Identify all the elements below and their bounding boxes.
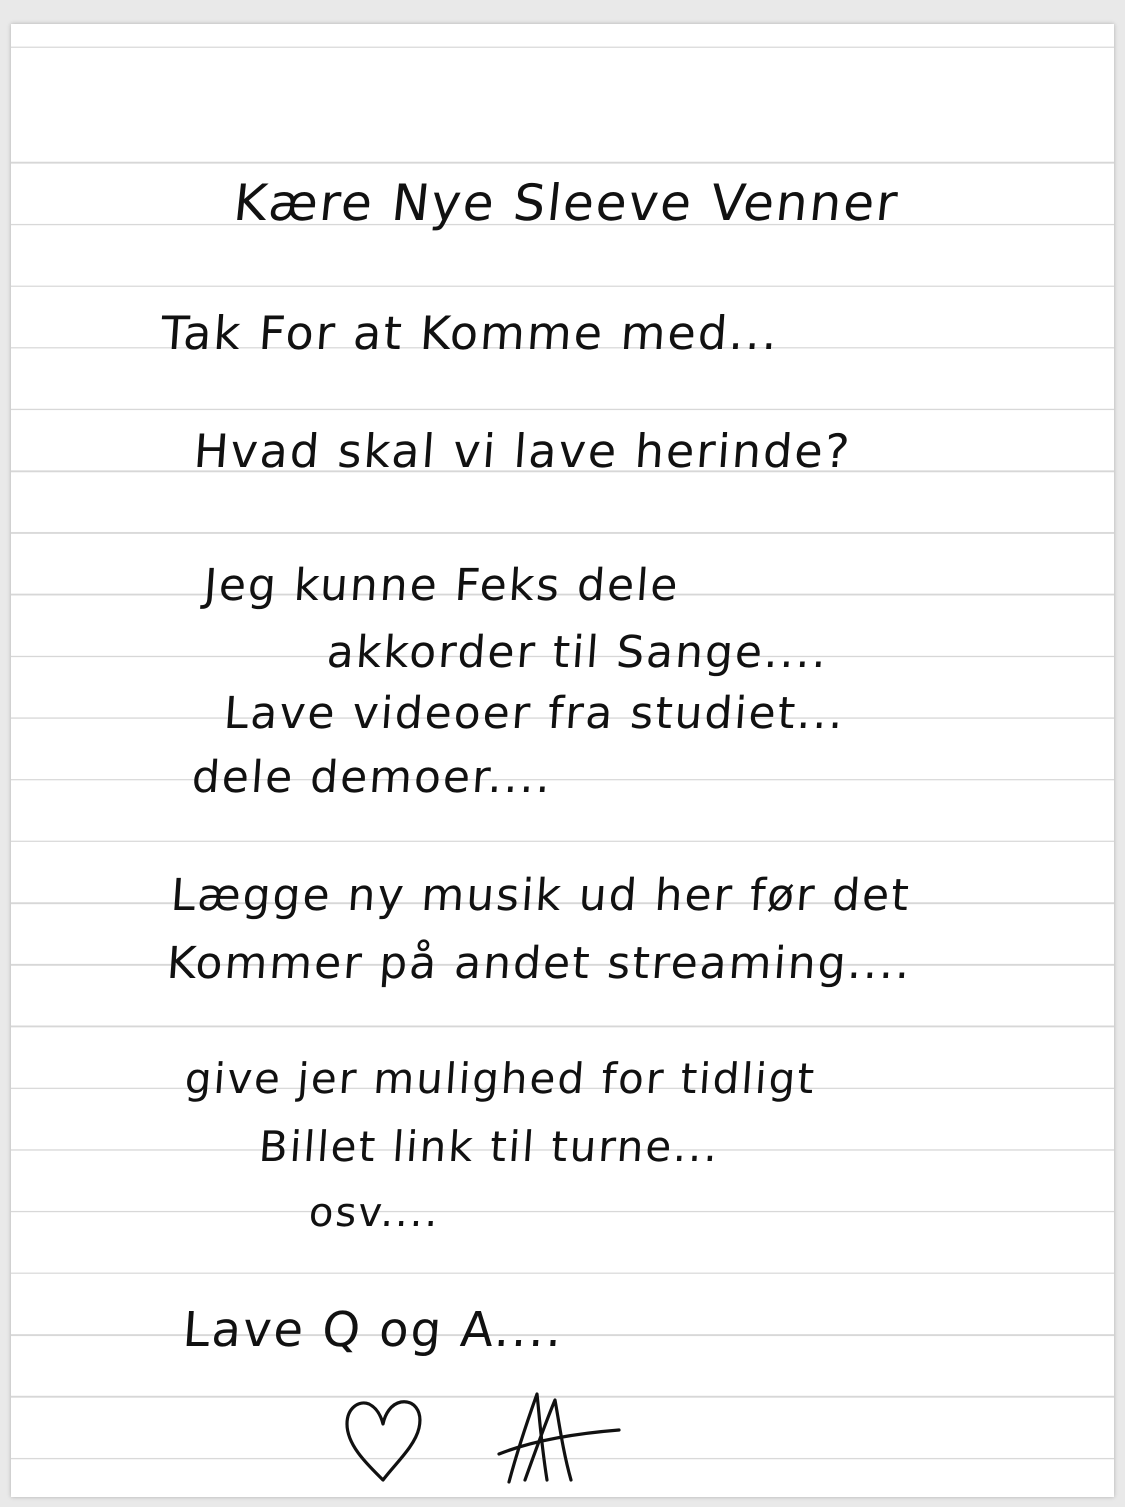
idea-line-6: Lave Q og A.... xyxy=(181,1302,566,1358)
etc-line: osv.... xyxy=(307,1190,442,1236)
lined-paper xyxy=(11,24,1114,1497)
idea-line-2: Lave videoer fra studiet... xyxy=(222,688,847,739)
idea-line-5a: give jer mulighed for tidligt xyxy=(183,1054,818,1103)
idea-line-5b: Billet link til turne... xyxy=(257,1122,722,1171)
greeting-line: Kære Nye Sleeve Venner xyxy=(230,174,902,232)
idea-line-4b: Kommer på andet streaming.... xyxy=(165,938,914,989)
heart-icon xyxy=(333,1384,433,1494)
thanks-line: Tak For at Komme med... xyxy=(159,306,781,360)
idea-line-1a: Jeg kunne Feks dele xyxy=(202,560,682,611)
signature-mark xyxy=(489,1382,639,1492)
idea-line-1b: akkorder til Sange.... xyxy=(325,627,830,678)
idea-line-3: dele demoer.... xyxy=(190,752,554,803)
idea-line-4a: Lægge ny musik ud her før det xyxy=(169,870,913,921)
question-line: Hvad skal vi lave herinde? xyxy=(192,424,854,478)
